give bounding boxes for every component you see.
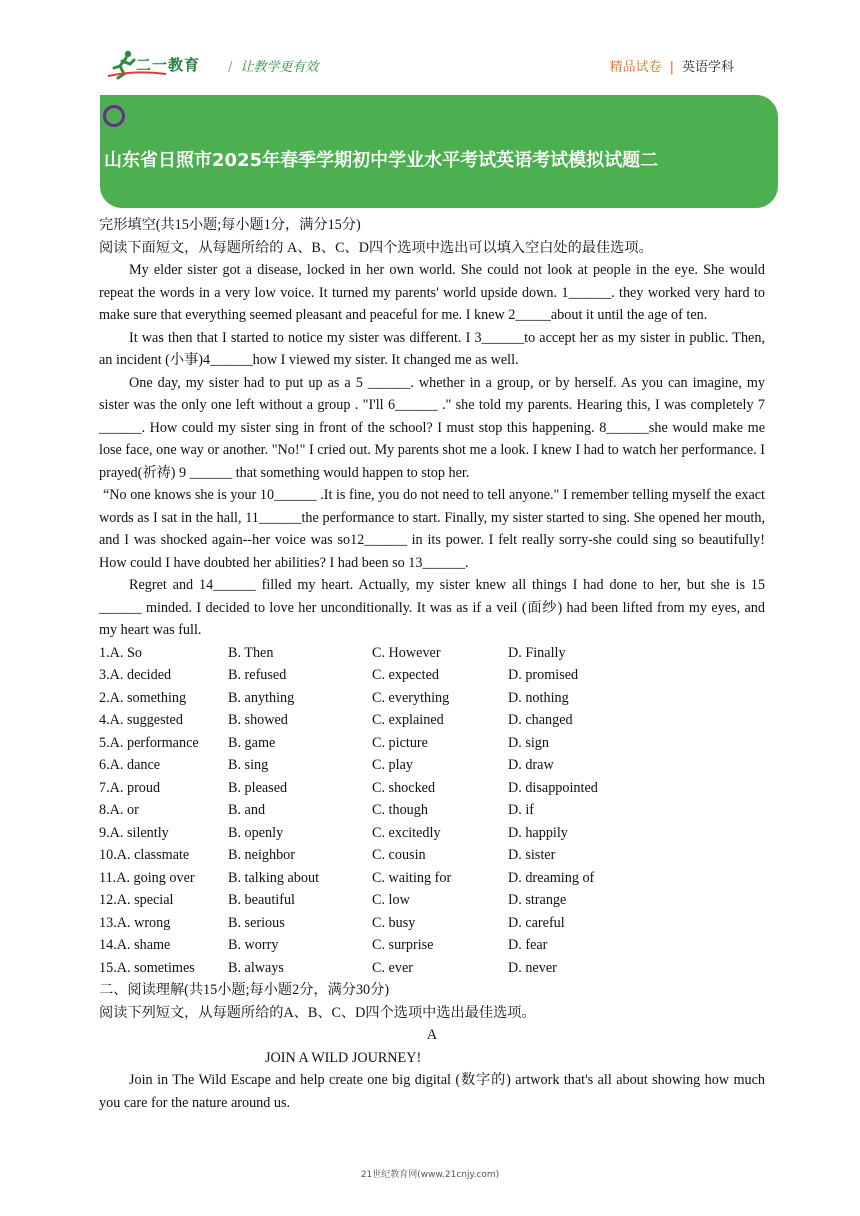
option-row: 9.A. silently B. openly C. excitedly D. happily [99, 824, 568, 841]
passage-paragraph: It was then that I started to notice my sister was different. I 3______to accept her as my sister in public. Then, an incident (小事)4______how I viewed my sister. It changed me as well. [99, 329, 765, 368]
section2-instruction: 阅读下列短文，从每题所给的A、B、C、D四个选项中选出最佳选项。 [99, 1004, 536, 1021]
passage-paragraph: Join in The Wild Escape and help create one big digital (数字的) artwork that's all about showing how much you care for the nature around us. [99, 1072, 765, 1111]
passage-paragraph: “No one knows she is your 10______ .It is fine, you do not need to tell anyone." I remember telling myself the exact words as I sat in the hall, 11______the performance to start. Finally, my sister started to sing. She opened her mouth, and I was shocked again--her voice was so12______ in its power. I felt really sorry-she could sing so beautifully! How could I have doubted her abilities? I had been so 13______. [99, 487, 765, 571]
option-row: 5.A. performance B. game C. picture D. sign [99, 734, 549, 751]
passage-paragraph: Regret and 14______ filled my heart. Actually, my sister knew all things I had done to her, but she is 15 ______ minded. I decided to love her unconditionally. It was as if a veil (面纱) had been lifted from my eyes, and my heart was full. [99, 577, 765, 638]
options-list [99, 642, 765, 980]
passage-paragraph: My elder sister got a disease, locked in her own world. She could not look at people in the eye. She would repeat the words in a very low voice. It turned my parents' world upside down. 1______. they worked very hard to make sure that everything seemed pleasant and peaceful for me. I knew 2_____about it until the age of ten. [99, 262, 765, 323]
option-row: 12.A. special B. beautiful C. low D. strange [99, 892, 567, 908]
option-row: 15.A. sometimes B. always C. ever D. never [99, 959, 557, 976]
page-footer: 21世纪教育网(www.21cnjy.com) [360, 1170, 500, 1180]
tag-subject: 英语学科 [681, 60, 734, 75]
section1-instruction: 阅读下面短文，从每题所给的 A、B、C、D四个选项中选出可以填入空白处的最佳选项。 [99, 239, 653, 256]
section1-heading: 完形填空(共15小题;每小题1分，满分15分) [99, 217, 361, 233]
circle-icon [103, 105, 125, 127]
passage-paragraph: One day, my sister had to put up as a 5 ______. whether in a group, or by herself. As you can imagine, my sister was the only one left without a group . "I'll 6______ ." she told my parents. Hearing this, I was completely 7 ______. How could my sister sing in front of the school? I must stop this happening. 8______she would make me lose face, one way or another. "No!" I cried out. My parents shot me a look. I knew I had to watch her performance. I prayed(祈祷) 9 ______ that something would happen to stop her. [99, 374, 765, 481]
option-row: 11.A. going over B. talking about C. waiting for D. dreaming of [99, 869, 595, 886]
option-row: 13.A. wrong B. serious C. busy D. careful [99, 914, 565, 931]
passage-label: A [426, 1027, 438, 1043]
slogan: / 让教学更有效 [228, 60, 319, 75]
option-row: 8.A. or B. and C. though D. if [99, 802, 535, 818]
option-row: 2.A. something B. anything C. everything D. nothing [99, 689, 569, 706]
logo-text: 二一教育 [136, 56, 201, 74]
option-row: 14.A. shame B. worry C. surprise D. fear [99, 937, 548, 953]
subject-tags: 精品试卷 | 英语学科 [609, 60, 734, 75]
option-row: 7.A. proud B. pleased C. shocked D. disappointed [99, 779, 598, 796]
passage-title: JOIN A WILD JOURNEY! [265, 1049, 422, 1066]
option-row: 10.A. classmate B. neighbor C. cousin D. sister [99, 847, 556, 863]
page-title: 山东省日照市2025年春季学期初中学业水平考试英语考试模拟试题二 [104, 150, 659, 171]
option-row: 3.A. decided B. refused C. expected D. promised [99, 667, 579, 683]
page-header [100, 48, 740, 84]
option-row: 4.A. suggested B. showed C. explained D. changed [99, 712, 573, 728]
tag-premium: 精品试卷 [609, 60, 662, 75]
exam-content [99, 214, 765, 1114]
option-row: 6.A. dance B. sing C. play D. draw [99, 757, 554, 773]
option-row: 1.A. So B. Then C. However D. Finally [99, 644, 566, 661]
section2-heading: 二、阅读理解(共15小题;每小题2分，满分30分) [99, 982, 390, 998]
